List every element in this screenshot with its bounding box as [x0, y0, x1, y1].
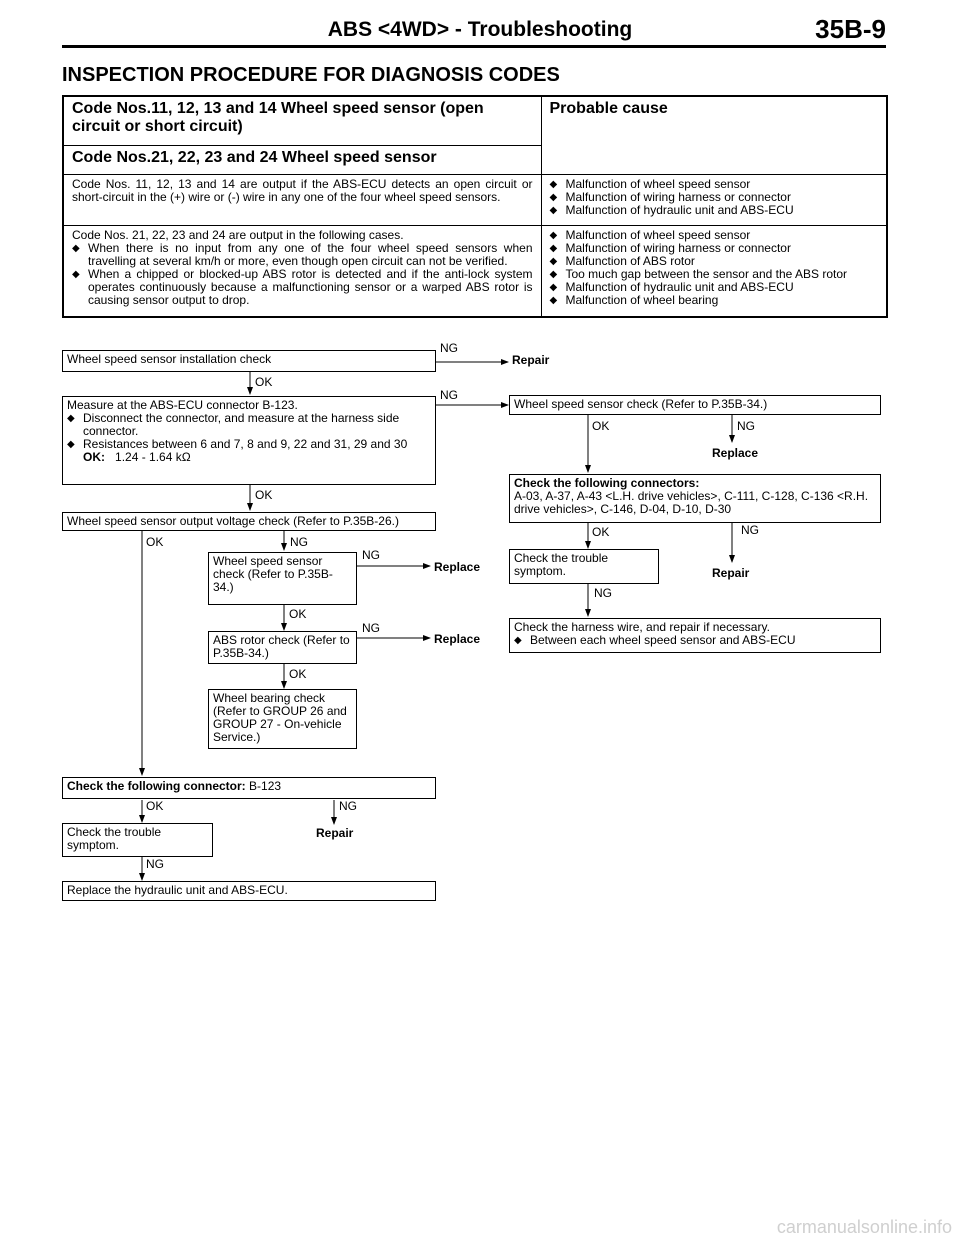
ng-label: NG: [440, 388, 458, 402]
ng-label: NG: [741, 523, 759, 537]
repair-label: Repair: [512, 353, 550, 367]
cause-item: ◆ Malfunction of wheel speed sensor: [550, 229, 879, 242]
ng-label: NG: [362, 548, 380, 562]
ok-label: OK: [289, 667, 307, 681]
ok-label: OK: [146, 535, 164, 549]
cause-item: ◆ Malfunction of hydraulic unit and ABS-ECU: [550, 281, 879, 294]
ok-label: OK: [289, 607, 307, 621]
ng-label: NG: [290, 535, 308, 549]
trouble-symptom-box-left: Check the trouble symptom.: [62, 823, 213, 857]
ok-label: OK: [255, 488, 273, 502]
ng-label: NG: [362, 621, 380, 635]
watermark-text: carmanualsonline.info: [776, 1217, 952, 1237]
sensor-check-box-mid: Wheel speed sensor check (Refer to P.35B-34.): [208, 552, 357, 605]
code-header-21-24: Code Nos.21, 22, 23 and 24 Wheel speed sensor: [63, 146, 541, 175]
probable-cause-header: Probable cause: [541, 96, 887, 175]
ng-label: NG: [339, 799, 357, 813]
ok-label: OK: [255, 375, 273, 389]
cause-item: ◆ Malfunction of wiring harness or connector: [550, 242, 879, 255]
page-header-title: ABS <4WD> - Troubleshooting: [327, 18, 633, 41]
ok-spec-label: OK:: [83, 450, 105, 464]
measure-resistance-box: [62, 396, 436, 485]
check-connectors-box: [509, 474, 881, 523]
section-title: INSPECTION PROCEDURE FOR DIAGNOSIS CODES: [62, 64, 560, 86]
repair-label: Repair: [712, 566, 750, 580]
cause-item: ◆ Malfunction of wiring harness or connector: [550, 191, 879, 204]
replace-label: Replace: [434, 560, 481, 574]
code-11-14-description: Code Nos. 11, 12, 13 and 14 are output if the ABS-ECU detects an open circuit or short-circuit in the (+) wire or (-) wire in any one of the four wheel speed sensors.: [63, 175, 541, 226]
case-item: ◆ When a chipped or blocked-up ABS rotor is detected and if the anti-lock system operates continuously because a malfunctioning sensor or a warped ABS rotor is causing sensor output to drop.: [72, 268, 533, 307]
sensor-check-box-right: Wheel speed sensor check (Refer to P.35B-34.): [509, 395, 881, 415]
measure-spec: [67, 451, 431, 464]
ok-spec-value: 1.24 - 1.64 kΩ: [115, 450, 191, 464]
trouble-symptom-box-right: Check the trouble symptom.: [509, 549, 659, 584]
page-number: 35B-9: [815, 14, 886, 44]
ok-label: OK: [146, 799, 164, 813]
check-connector-label: Check the following connector:: [67, 779, 246, 793]
ok-label: OK: [592, 525, 610, 539]
measure-step: ◆ Resistances between 6 and 7, 8 and 9, 22 and 31, 29 and 30: [67, 438, 431, 451]
ok-label: OK: [592, 419, 610, 433]
ng-label: NG: [146, 857, 164, 871]
ng-label: NG: [594, 586, 612, 600]
installation-check-box: Wheel speed sensor installation check: [62, 350, 436, 372]
case-item: ◆ When there is no input from any one of the four wheel speed sensors when travelling at several km/h or more, even though open circuit can not be verified.: [72, 242, 533, 268]
ng-label: NG: [737, 419, 755, 433]
harness-step: ◆ Between each wheel speed sensor and ABS-ECU: [514, 634, 876, 647]
check-connector-value: B-123: [249, 779, 282, 793]
harness-check-box: [509, 618, 881, 653]
cause-item: ◆ Malfunction of wheel speed sensor: [550, 178, 879, 191]
repair-label: Repair: [316, 826, 354, 840]
cause-item: ◆ Malfunction of wheel bearing: [550, 294, 879, 307]
cause-item: ◆ Malfunction of hydraulic unit and ABS-ECU: [550, 204, 879, 217]
cause-item: ◆ Malfunction of ABS rotor: [550, 255, 879, 268]
measure-step: ◆ Disconnect the connector, and measure at the harness side connector.: [67, 412, 431, 438]
replace-unit-box: Replace the hydraulic unit and ABS-ECU.: [62, 881, 436, 901]
rotor-check-box: ABS rotor check (Refer to P.35B-34.): [208, 631, 357, 664]
bearing-check-box: Wheel bearing check (Refer to GROUP 26 and GROUP 27 - On-vehicle Service.): [208, 689, 357, 749]
ng-label: NG: [440, 341, 458, 355]
check-connectors-title: Check the following connectors:: [514, 476, 700, 490]
output-voltage-check-box: Wheel speed sensor output voltage check (Refer to P.35B-26.): [62, 512, 436, 531]
check-connector-b123-box: [62, 777, 436, 799]
measure-instruction: Measure at the ABS-ECU connector B-123.: [67, 398, 298, 412]
code-21-24-intro: Code Nos. 21, 22, 23 and 24 are output in the following cases.: [72, 228, 404, 242]
code-header-11-14: Code Nos.11, 12, 13 and 14 Wheel speed sensor (open circuit or short circuit): [63, 96, 541, 146]
harness-instruction: Check the harness wire, and repair if necessary.: [514, 620, 770, 634]
cause-item: ◆ Too much gap between the sensor and the ABS rotor: [550, 268, 879, 281]
replace-label: Replace: [434, 632, 481, 646]
connector-list: A-03, A-37, A-43 <L.H. drive vehicles>, C-111, C-128, C-136 <R.H. drive vehicles>, C-146, D-04, D-10, D-30: [514, 489, 869, 516]
replace-label: Replace: [712, 446, 759, 460]
